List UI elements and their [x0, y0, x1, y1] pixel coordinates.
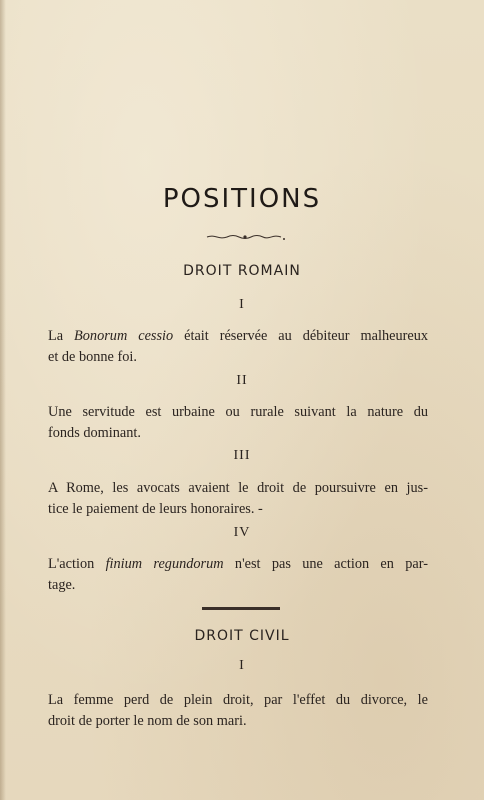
- article-numeral: III: [233, 448, 251, 463]
- article-line: L'action finium regundorum n'est pas une action en par-: [48, 556, 428, 572]
- article-text: [48, 402, 428, 444]
- page-edge-shadow: [0, 0, 6, 800]
- article-line: A Rome, les avocats avaient le droit de poursuivre en jus-: [48, 480, 428, 496]
- article-line: La Bonorum cessio était réservée au débiteur malheureux: [48, 328, 429, 344]
- article-line: fonds dominant.: [48, 425, 141, 441]
- section-heading-droit-civil: DROIT CIVIL: [194, 628, 290, 644]
- article-line: droit de porter le nom de son mari.: [48, 713, 247, 729]
- ornament-divider-icon: [205, 231, 285, 243]
- article-line: tice le paiement de leurs honoraires. -: [48, 501, 263, 517]
- article-line: Une servitude est urbaine ou rurale suivant la nature du: [48, 404, 428, 420]
- article-text: [48, 554, 428, 596]
- article-line: et de bonne foi.: [48, 349, 137, 365]
- article-line: tage.: [48, 577, 76, 593]
- article-text: [48, 690, 428, 732]
- article-line: La femme perd de plein droit, par l'effet du divorce, le: [48, 692, 428, 708]
- article-numeral: II: [236, 373, 248, 388]
- section-heading-droit-romain: DROIT ROMAIN: [183, 263, 301, 279]
- article-numeral: I: [239, 658, 245, 673]
- article-numeral: I: [239, 297, 245, 312]
- article-text: [48, 478, 428, 520]
- article-text: [48, 326, 428, 368]
- page-title: POSITIONS: [162, 184, 322, 214]
- section-divider-rule: [202, 607, 280, 610]
- article-numeral: IV: [233, 525, 251, 540]
